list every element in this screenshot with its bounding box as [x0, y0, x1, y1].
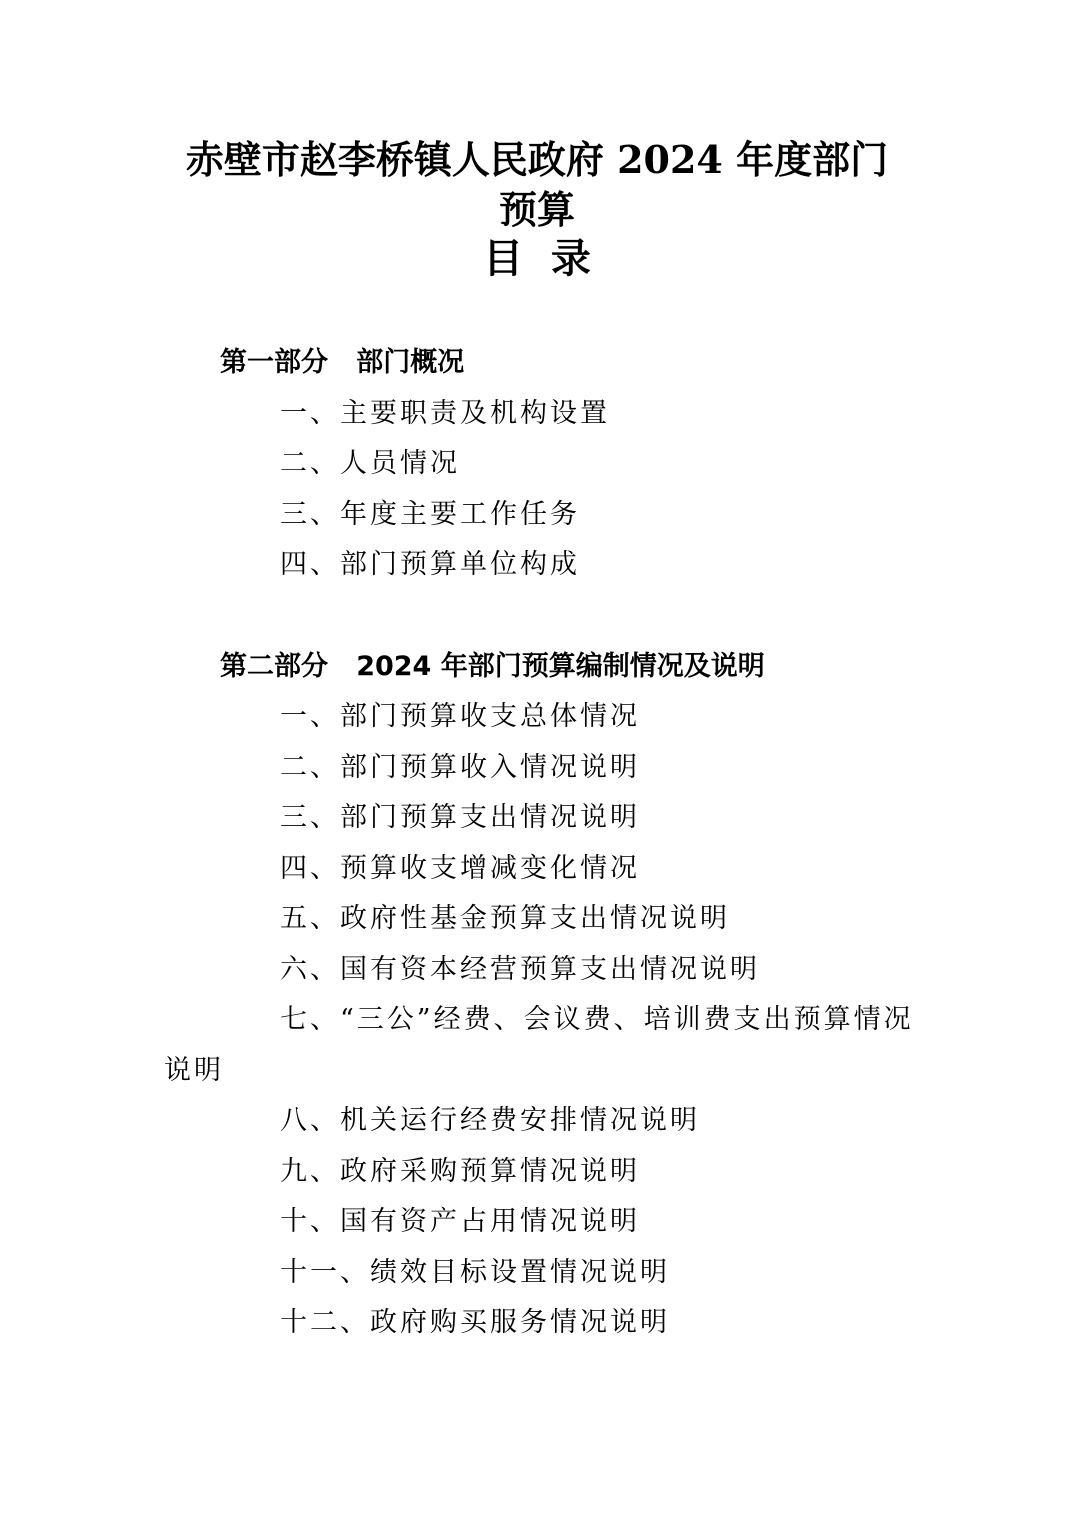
toc-item: 一、主要职责及机构设置: [280, 398, 610, 429]
toc-item: 十二、政府购买服务情况说明: [280, 1307, 670, 1338]
document-title-line-1: 赤壁市赵李桥镇人民政府 2024 年度部门: [185, 137, 889, 182]
toc-item: 七、“三公”经费、会议费、培训费支出预算情况: [280, 1004, 914, 1035]
toc-item: 三、年度主要工作任务: [280, 499, 580, 530]
toc-item: 五、政府性基金预算支出情况说明: [280, 903, 730, 934]
toc-heading: 目 录: [483, 235, 591, 282]
toc-item: 十一、绩效目标设置情况说明: [280, 1257, 670, 1288]
document-title-line-2: 预算: [498, 187, 575, 232]
toc-item: 八、机关运行经费安排情况说明: [280, 1105, 700, 1136]
toc-item: 四、预算收支增减变化情况: [280, 853, 640, 884]
toc-item-continuation: 说明: [164, 1055, 224, 1086]
part-1-heading: 第一部分 部门概况: [220, 347, 465, 378]
part-2-heading: 第二部分 2024 年部门预算编制情况及说明: [220, 651, 765, 682]
toc-item: 十、国有资产占用情况说明: [280, 1206, 640, 1237]
toc-item: 六、国有资本经营预算支出情况说明: [280, 954, 760, 985]
toc-item: 九、政府采购预算情况说明: [280, 1156, 640, 1187]
toc-item: 一、部门预算收支总体情况: [280, 701, 640, 732]
toc-item: 二、人员情况: [280, 448, 460, 479]
toc-item: 四、部门预算单位构成: [280, 549, 580, 580]
toc-item: 三、部门预算支出情况说明: [280, 802, 640, 833]
toc-item: 二、部门预算收入情况说明: [280, 752, 640, 783]
